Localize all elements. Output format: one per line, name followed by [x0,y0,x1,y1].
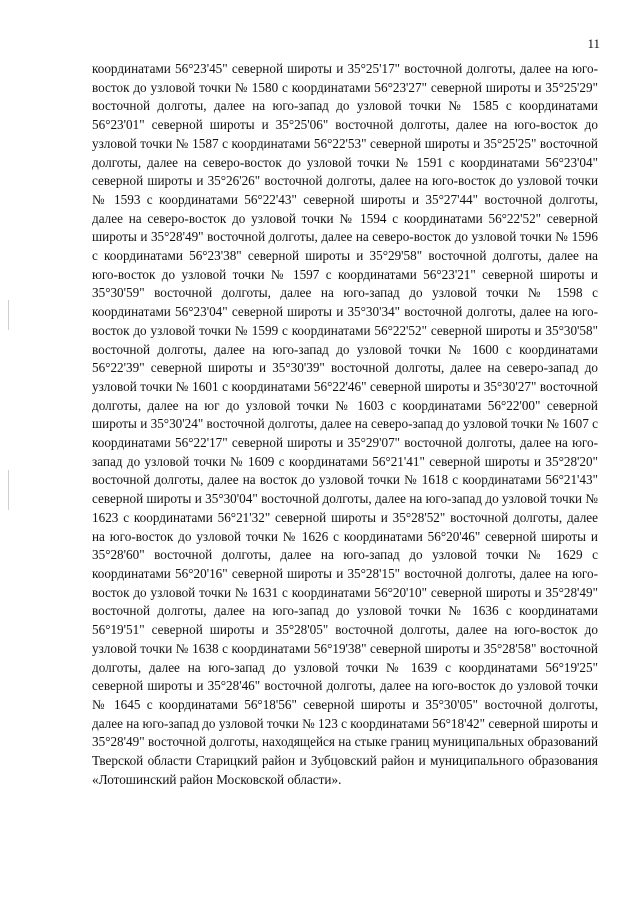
page-number: 11 [587,36,600,51]
body-paragraph: координатами 56°23'45" северной широты и 35°25'17" восточной долготы, далее на юго-восток до узловой точки № 1580 с координатами 56°23'27" северной широты и 35°25'29" восточной долготы, далее на юго-запад до узловой точки № 1585 с координатами 56°23'01" северной широты и 35°25'06" восточной долготы, далее на юго-восток до узловой точки № 1587 с координатами 56°22'53" северной широты и 35°25'25" восточной долготы, далее на северо-восток до узловой точки № 1591 с координатами 56°23'04" северной широты и 35°26'26" восточной долготы, далее на юго-восток до узловой точки № 1593 с координатами 56°22'43" северной широты и 35°27'44" восточной долготы, далее на северо-восток до узловой точки № 1594 с координатами 56°22'52" северной широты и 35°28'49" восточной долготы, далее на северо-восток до узловой точки № 1596 с координатами 56°23'38" северной широты и 35°29'58" восточной долготы, далее на юго-восток до узловой точки № 1597 с координатами 56°23'21" северной широты и 35°30'59" восточной долготы, далее на юго-запад до узловой точки № 1598 с координатами 56°23'04" северной широты и 35°30'34" восточной долготы, далее на юго-восток до узловой точки № 1599 с координатами 56°22'52" северной широты и 35°30'58" восточной долготы, далее на юго-запад до узловой точки № 1600 с координатами 56°22'39" северной широты и 35°30'39" восточной долготы, далее на северо-запад до узловой точки № 1601 с координатами 56°22'46" северной широты и 35°30'27" восточной долготы, далее на юг до узловой точки № 1603 с координатами 56°22'00" северной широты и 35°30'24" восточной долготы, далее на северо-запад до узловой точки № 1607 с координатами 56°22'17" северной широты и 35°29'07" восточной долготы, далее на юго-запад до узловой точки № 1609 с координатами 56°21'41" северной широты и 35°28'20" восточной долготы, далее на восток до узловой точки № 1618 с координатами 56°21'43" северной широты и 35°30'04" восточной долготы, далее на юго-запад до узловой точки № 1623 с координатами 56°21'32" северной широты и 35°28'52" восточной долготы, далее на юго-восток до узловой точки № 1626 с координатами 56°20'46" северной широты и 35°28'60" восточной долготы, далее на юго-запад до узловой точки № 1629 с координатами 56°20'16" северной широты и 35°28'15" восточной долготы, далее на юго-восток до узловой точки № 1631 с координатами 56°20'10" северной широты и 35°28'49" восточной долготы, далее на юго-запад до узловой точки № 1636 с координатами 56°19'51" северной широты и 35°28'05" восточной долготы, далее на юго-восток до узловой точки № 1638 с координатами 56°19'38" северной широты и 35°28'58" восточной долготы, далее на юго-запад до узловой точки № 1639 с координатами 56°19'25" северной широты и 35°28'46" восточной долготы, далее на юго-восток до узловой точки № 1645 с координатами 56°18'56" северной широты и 35°30'05" восточной долготы, далее на юго-запад до узловой точки № 123 с координатами 56°18'42" северной широты и 35°28'49" восточной долготы, находящейся на стыке границ муниципальных образований Тверской области Старицкий район и Зубцовский район и муниципального образования «Лотошинский район Московской области». [92,61,598,787]
scan-edge-mark [8,300,9,330]
scan-edge-mark [8,470,9,510]
